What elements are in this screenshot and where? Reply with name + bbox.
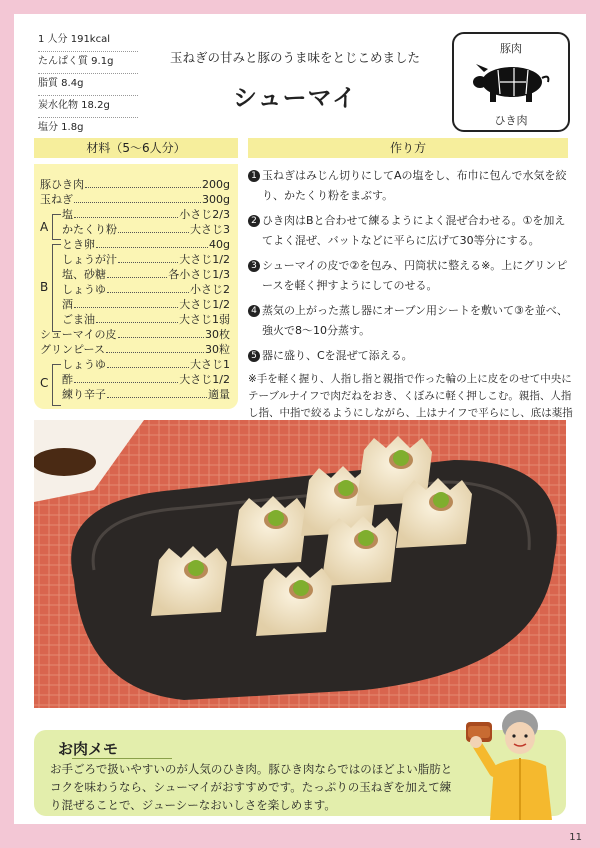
ingredient-amount: 200g [202, 178, 230, 191]
ingredient-amount: 適量 [208, 388, 230, 401]
ingredient-name: 塩、砂糖 [62, 268, 106, 281]
ingredient-amount: 大さじ3 [190, 223, 230, 236]
ingredient-amount: 大さじ1/2 [179, 373, 230, 386]
ingredient-row [62, 223, 230, 237]
step-number: 1 [248, 170, 260, 182]
step-item [248, 166, 574, 206]
step-number: 5 [248, 350, 260, 362]
step-item [248, 211, 574, 251]
nutrition-info [38, 30, 138, 140]
ingredient-name: とき卵 [62, 238, 95, 251]
nutrition-protein: たんぱく質 9.1g [38, 52, 138, 74]
step-text: 蒸気の上がった蒸し器にオーブン用シートを敷いて③を並べ、強火で8〜10分蒸す。 [262, 304, 568, 337]
step-item [248, 256, 574, 296]
step-number: 2 [248, 215, 260, 227]
ingredient-name: 酒 [62, 298, 73, 311]
step-text: 玉ねぎはみじん切りにしてAの塩をし、布巾に包んで水気を絞り、かたくり粉をまぶす。 [262, 169, 567, 202]
ingredient-amount: 小さじ2/3 [179, 208, 230, 221]
steps-header: 作り方 [248, 138, 568, 158]
ingredient-row [62, 373, 230, 387]
bottom-border [0, 824, 600, 848]
ingredient-row [62, 298, 230, 312]
ingredient-name: しょうゆ [62, 358, 106, 371]
meat-type-label: 豚肉 [500, 42, 522, 55]
nutrition-salt: 塩分 1.8g [38, 118, 138, 140]
step-text: シューマイの皮で②を包み、円筒状に整える※。上にグリンピースを軽く押すようにしてのせる。 [262, 259, 568, 292]
ingredient-amount: 40g [209, 238, 230, 251]
ingredient-amount: 各小さじ1/3 [168, 268, 230, 281]
steps-list [248, 166, 574, 439]
step-text: ひき肉はBと合わせて練るようによく混ぜ合わせる。①を加えてよく混ぜ、バットなどに平らに広げて30等分にする。 [262, 214, 566, 247]
shaping-note: ※手を軽く握り、人指し指と親指で作った輪の上に皮をのせて中央にテーブルナイフで肉だねをおき、くぼみに軽く押しこむ。親指、人指し指、中指で絞るようにしながら、上はナイフで平らにし、底は薬指 [248, 373, 573, 419]
ingredient-name: シューマイの皮 [40, 328, 117, 341]
ingredient-name: 玉ねぎ [40, 193, 73, 206]
ingredient-row [40, 193, 230, 207]
group-b-label: B [40, 280, 49, 294]
ingredient-amount: 大さじ1 [190, 358, 230, 371]
nutrition-carbs: 炭水化物 18.2g [38, 96, 138, 118]
step-number: 4 [248, 305, 260, 317]
ingredient-name: 豚ひき肉 [40, 178, 84, 191]
ingredient-name: しょうゆ [62, 283, 106, 296]
pig-icon [468, 58, 554, 108]
ingredient-name: グリンピース [40, 343, 106, 356]
step-number: 3 [248, 260, 260, 272]
top-border [0, 0, 600, 14]
ingredient-name: しょうが汁 [62, 253, 117, 266]
ingredient-row [62, 238, 230, 252]
ingredient-amount: 30粒 [205, 343, 230, 356]
ingredient-row [62, 268, 230, 282]
left-border [0, 0, 14, 848]
memo-title: お肉メモ [58, 740, 119, 758]
group-a-bracket [52, 214, 61, 240]
step-item [248, 346, 574, 366]
ingredients-header: 材料（5〜6人分） [34, 138, 238, 158]
ingredient-row [40, 343, 230, 357]
ingredient-name: 酢 [62, 373, 73, 386]
ingredient-row [62, 283, 230, 297]
ingredient-name: かたくり粉 [62, 223, 117, 236]
recipe-title: シューマイ [232, 84, 358, 112]
memo-divider [72, 758, 172, 759]
ingredient-amount: 小さじ2 [190, 283, 230, 296]
ingredient-row [62, 388, 230, 402]
ingredient-row [40, 178, 230, 192]
meat-cut-label: ひき肉 [494, 114, 528, 127]
ingredient-row [62, 253, 230, 267]
ingredient-row [62, 208, 230, 222]
right-border [586, 0, 600, 848]
ingredient-amount: 300g [202, 193, 230, 206]
page-number: 11 [569, 832, 582, 843]
ingredient-amount: 30枚 [205, 328, 230, 341]
recipe-subtitle: 玉ねぎの甘みと豚のうま味をとじこめました [169, 50, 420, 65]
group-c-bracket [52, 364, 61, 406]
memo-text: お手ごろで扱いやすいのが人気のひき肉。豚ひき肉ならではのほどよい脂肪とコクを味わうなら、シューマイがおすすめです。たっぷりの玉ねぎを加えて練り混ぜることで、ジューシーなおいしさを楽しめます。 [50, 762, 453, 812]
group-a-label: A [40, 220, 49, 234]
ingredients-list [34, 164, 238, 409]
nutrition-fat: 脂質 8.4g [38, 74, 138, 96]
ingredient-name: 練り辛子 [62, 388, 106, 401]
meat-type-badge [452, 32, 570, 132]
group-b-bracket [52, 244, 61, 332]
ingredient-amount: 大さじ1弱 [179, 313, 230, 326]
step-text: 器に盛り、Cを混ぜて添える。 [262, 349, 413, 362]
chef-illustration [462, 700, 566, 820]
group-c-label: C [40, 376, 49, 390]
ingredient-row [62, 358, 230, 372]
nutrition-calories: 1 人分 191kcal [38, 30, 138, 52]
step-item [248, 301, 574, 341]
ingredient-amount: 大さじ1/2 [179, 298, 230, 311]
shumai-photo [34, 420, 566, 708]
ingredient-amount: 大さじ1/2 [179, 253, 230, 266]
ingredient-row [62, 313, 230, 327]
ingredient-row [40, 328, 230, 342]
ingredient-name: ごま油 [62, 313, 95, 326]
ingredient-name: 塩 [62, 208, 73, 221]
